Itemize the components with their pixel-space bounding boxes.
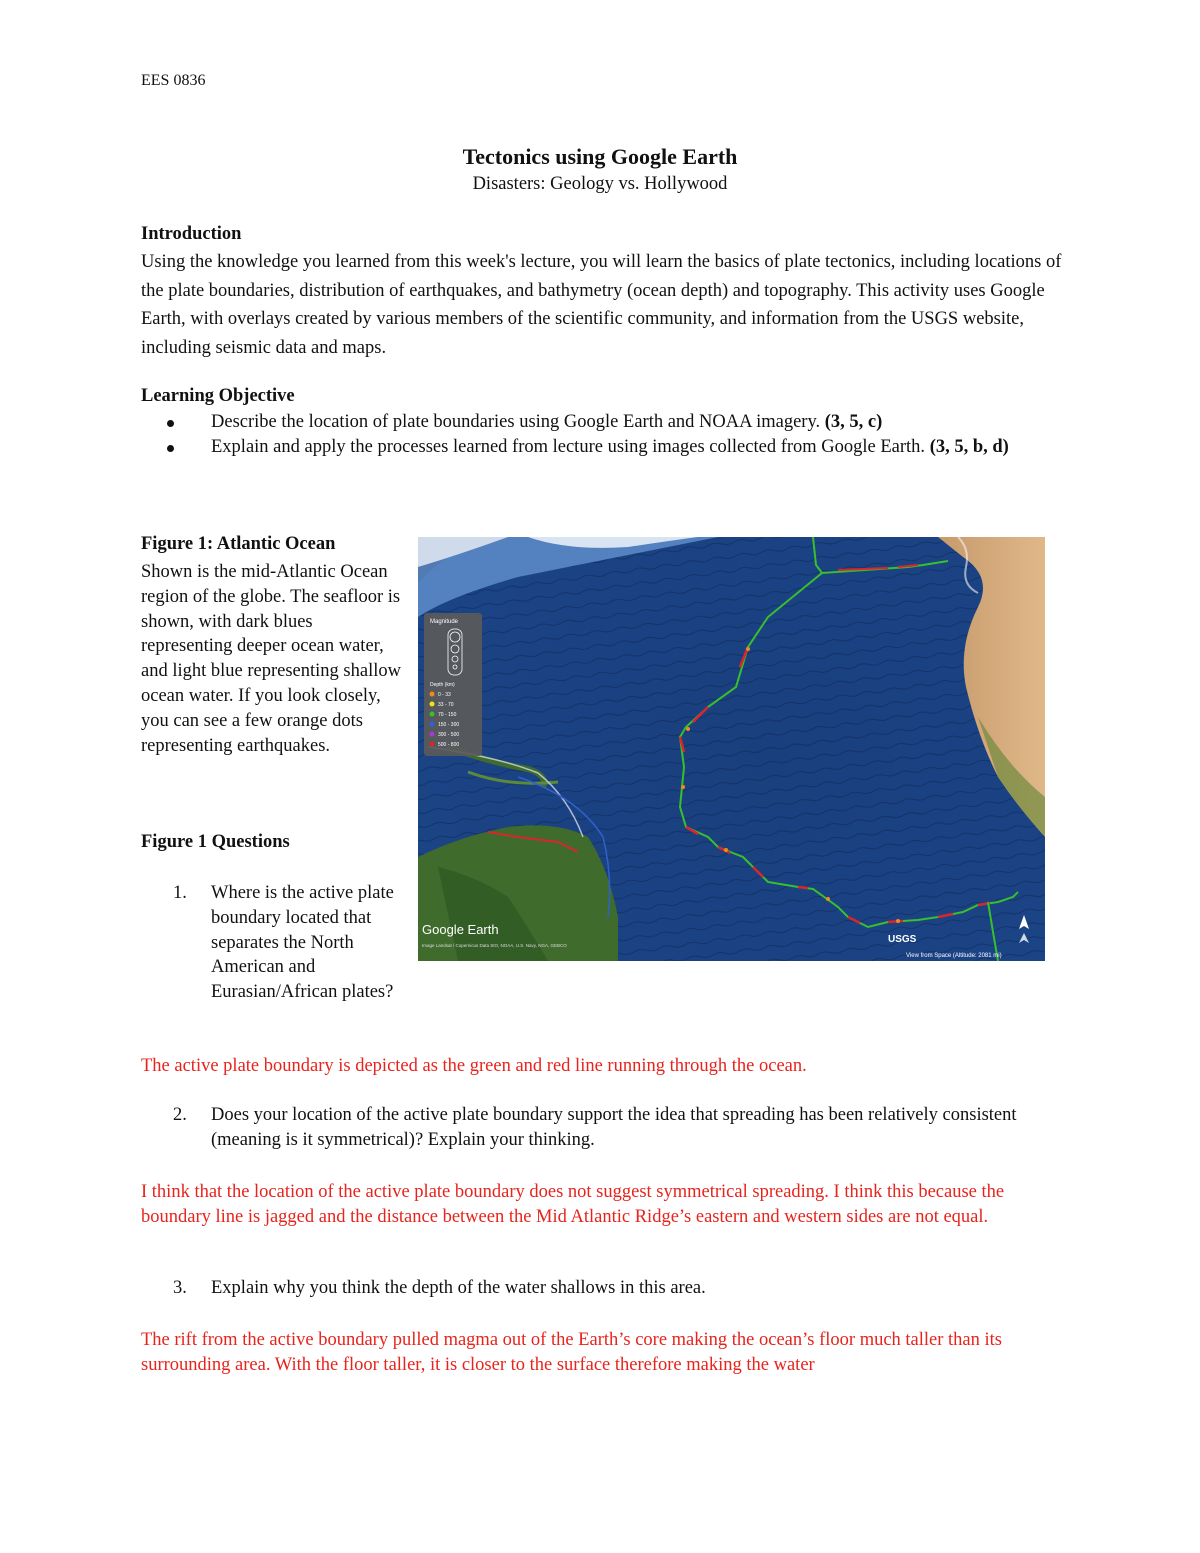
atlantic-ocean-map (418, 537, 1045, 961)
bullet-icon (167, 420, 174, 427)
view-from-space-label: View from Space (Altitude: 2081 mi) (906, 953, 1002, 959)
question-text: Where is the active plate boundary located that separates the North American and Eurasian/African plates? (211, 883, 394, 1003)
introduction-heading: Introduction (141, 224, 242, 244)
question-text: Explain why you think the depth of the water shallows in this area. (211, 1278, 706, 1298)
figure-caption: Shown is the mid-Atlantic Ocean region of the globe. The seafloor is shown, with dark blues representing deeper ocean water, and light blue representing shallow ocean water. If you look closely, you can see a few orange dots representing earthquakes. (141, 562, 401, 756)
question-number: 2. (173, 1105, 187, 1125)
bullet-icon (167, 445, 174, 452)
map-credits: Image Landsat / Copernicus Data SIO, NOAA, U.S. Navy, NGA, GEBCO (422, 943, 567, 948)
question-number: 3. (173, 1278, 187, 1298)
legend-swatch (430, 692, 435, 697)
page-title: Tectonics using Google Earth (462, 144, 738, 169)
course-code: EES 0836 (141, 72, 206, 89)
legend-swatch (430, 712, 435, 717)
question-number: 1. (173, 883, 187, 903)
page-subtitle: Disasters: Geology vs. Hollywood (472, 174, 728, 194)
figure-heading: Figure 1: Atlantic Ocean (141, 534, 336, 554)
legend-swatch (430, 732, 435, 737)
map-legend (424, 613, 482, 756)
legend-swatch (430, 742, 435, 747)
answer-1: The active plate boundary is depicted as the green and red line running through the ocean. (141, 1056, 807, 1076)
legend-swatch (430, 702, 435, 707)
svg-text:33 - 70: 33 - 70 (438, 702, 454, 708)
answer-2: I think that the location of the active plate boundary does not suggest symmetrical spreading. I think this because the boundary line is jagged and the distance between the Mid Atlantic Ridge’s eastern and western sides are not equal. (141, 1182, 1005, 1227)
legend-title: Magnitude (430, 619, 459, 625)
svg-text:150 - 300: 150 - 300 (438, 722, 460, 728)
list-item: Explain and apply the processes learned from lecture using images collected from Google Earth. (3, 5, b, d) (141, 435, 1071, 460)
figure-questions-heading: Figure 1 Questions (141, 832, 290, 852)
google-earth-watermark: Google Earth (422, 922, 499, 937)
question-text: Does your location of the active plate boundary support the idea that spreading has been relatively consistent (meaning is it symmetrical)? Explain your thinking. (211, 1105, 1017, 1150)
introduction-text: Using the knowledge you learned from this week's lecture, you will learn the basics of plate tectonics, including locations of the plate boundaries, distribution of earthquakes, and bathymetry (ocean depth) and topography. This activity uses Google Earth, with overlays created by various members of the scientific community, and information from the USGS website, including seismic data and maps. (141, 252, 1062, 358)
list-item: Describe the location of plate boundaries using Google Earth and NOAA imagery. (3, 5, c) (141, 410, 1071, 435)
svg-text:300 - 500: 300 - 500 (438, 732, 460, 738)
svg-text:70 - 150: 70 - 150 (438, 712, 457, 718)
svg-text:500 - 800: 500 - 800 (438, 742, 460, 748)
usgs-logo: USGS (888, 934, 917, 945)
learning-objective-heading: Learning Objective (141, 386, 295, 406)
svg-text:0 - 33: 0 - 33 (438, 692, 451, 698)
learning-objective-list (141, 410, 1071, 460)
legend-swatch (430, 722, 435, 727)
legend-depth-label: Depth (km) (430, 682, 455, 688)
answer-3: The rift from the active boundary pulled magma out of the Earth’s core making the ocean’s floor much taller than its surrounding area. With the floor taller, it is closer to the surface therefore making the water (141, 1330, 1002, 1375)
